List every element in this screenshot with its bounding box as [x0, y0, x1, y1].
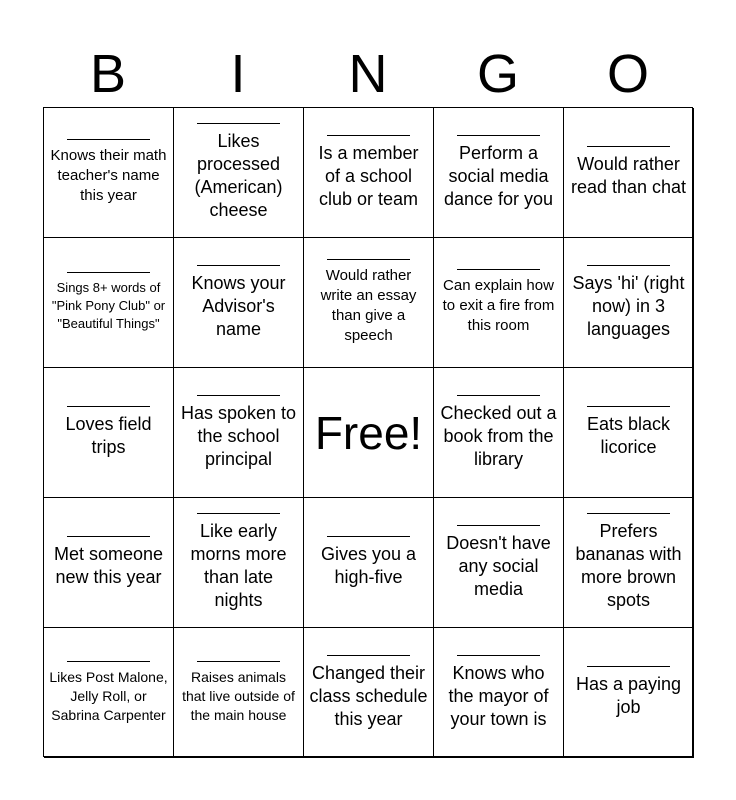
blank-line	[587, 406, 670, 407]
bingo-cell[interactable]	[434, 498, 564, 628]
bingo-cell[interactable]	[174, 498, 304, 628]
cell-text: Prefers bananas with more brown spots	[575, 521, 682, 610]
bingo-cell[interactable]	[434, 628, 564, 758]
cell-text: Met someone new this year	[53, 544, 164, 587]
blank-line	[457, 395, 540, 396]
cell-text: Likes Post Malone, Jelly Roll, or Sabrina Carpenter	[49, 668, 168, 723]
cell-text: Has spoken to the school principal	[180, 402, 297, 469]
bingo-cell[interactable]	[304, 498, 434, 628]
bingo-card-grid	[43, 107, 693, 757]
cell-text: Would rather write an essay than give a speech	[320, 267, 417, 344]
blank-line	[457, 655, 540, 656]
blank-line	[457, 269, 540, 270]
cell-text: Loves field trips	[65, 414, 152, 457]
cell-text: Raises animals that live outside of the main house	[182, 668, 295, 723]
cell-text: Knows who the mayor of your town is	[448, 662, 549, 729]
cell-text: Doesn't have any social media	[446, 532, 551, 599]
bingo-cell[interactable]	[174, 238, 304, 368]
bingo-cell[interactable]	[44, 108, 174, 238]
blank-line	[197, 661, 280, 662]
blank-line	[587, 146, 670, 147]
cell-text: Has a paying job	[575, 674, 682, 717]
cell-text: Eats black licorice	[586, 414, 671, 457]
bingo-cell[interactable]	[44, 238, 174, 368]
blank-line	[457, 135, 540, 136]
cell-text: Knows their math teacher's name this year	[50, 147, 167, 204]
blank-line	[327, 135, 410, 136]
header-letter-i: I	[230, 44, 246, 104]
blank-line	[197, 123, 280, 124]
bingo-header	[43, 40, 693, 108]
cell-text: Is a member of a school club or team	[318, 142, 419, 209]
cell-text: Gives you a high-five	[320, 544, 417, 587]
header-letter-g: G	[476, 44, 519, 104]
bingo-cell[interactable]	[304, 238, 434, 368]
blank-line	[67, 661, 150, 662]
bingo-cell[interactable]	[564, 368, 694, 498]
bingo-cell[interactable]	[564, 628, 694, 758]
bingo-cell[interactable]	[564, 498, 694, 628]
bingo-cell[interactable]	[44, 498, 174, 628]
bingo-cell[interactable]	[434, 368, 564, 498]
bingo-cell[interactable]	[564, 108, 694, 238]
bingo-cell[interactable]	[564, 238, 694, 368]
blank-line	[327, 536, 410, 537]
blank-line	[587, 666, 670, 667]
blank-line	[587, 513, 670, 514]
cell-text: Sings 8+ words of "Pink Pony Club" or "Beautiful Things"	[51, 280, 166, 331]
free-space-text: Free!	[314, 406, 423, 459]
cell-text: Can explain how to exit a fire from this room	[442, 277, 555, 334]
blank-line	[457, 525, 540, 526]
blank-line	[67, 536, 150, 537]
bingo-cell[interactable]	[434, 108, 564, 238]
blank-line	[197, 513, 280, 514]
header-letter-b: B	[89, 44, 127, 104]
blank-line	[197, 395, 280, 396]
cell-text: Would rather read than chat	[570, 154, 687, 197]
blank-line	[587, 265, 670, 266]
cell-text: Says 'hi' (right now) in 3 languages	[572, 272, 685, 339]
blank-line	[67, 272, 150, 273]
cell-text: Perform a social media dance for you	[443, 142, 554, 209]
free-space[interactable]	[304, 368, 434, 498]
bingo-cell[interactable]	[304, 108, 434, 238]
bingo-cell[interactable]	[174, 368, 304, 498]
bingo-cell[interactable]	[434, 238, 564, 368]
bingo-cell[interactable]	[44, 368, 174, 498]
bingo-cell[interactable]	[174, 108, 304, 238]
cell-text: Changed their class schedule this year	[309, 662, 428, 729]
bingo-cell[interactable]	[304, 628, 434, 758]
cell-text: Checked out a book from the library	[440, 402, 557, 469]
cell-text: Like early morns more than late nights	[190, 521, 287, 610]
cell-text: Likes processed (American) cheese	[194, 131, 283, 220]
bingo-cell[interactable]	[174, 628, 304, 758]
blank-line	[67, 139, 150, 140]
header-letter-o: O	[606, 44, 649, 104]
blank-line	[327, 655, 410, 656]
bingo-cell[interactable]	[44, 628, 174, 758]
header-letter-n: N	[348, 44, 388, 104]
cell-text: Knows your Advisor's name	[191, 272, 286, 339]
blank-line	[197, 265, 280, 266]
blank-line	[67, 406, 150, 407]
blank-line	[327, 259, 410, 260]
